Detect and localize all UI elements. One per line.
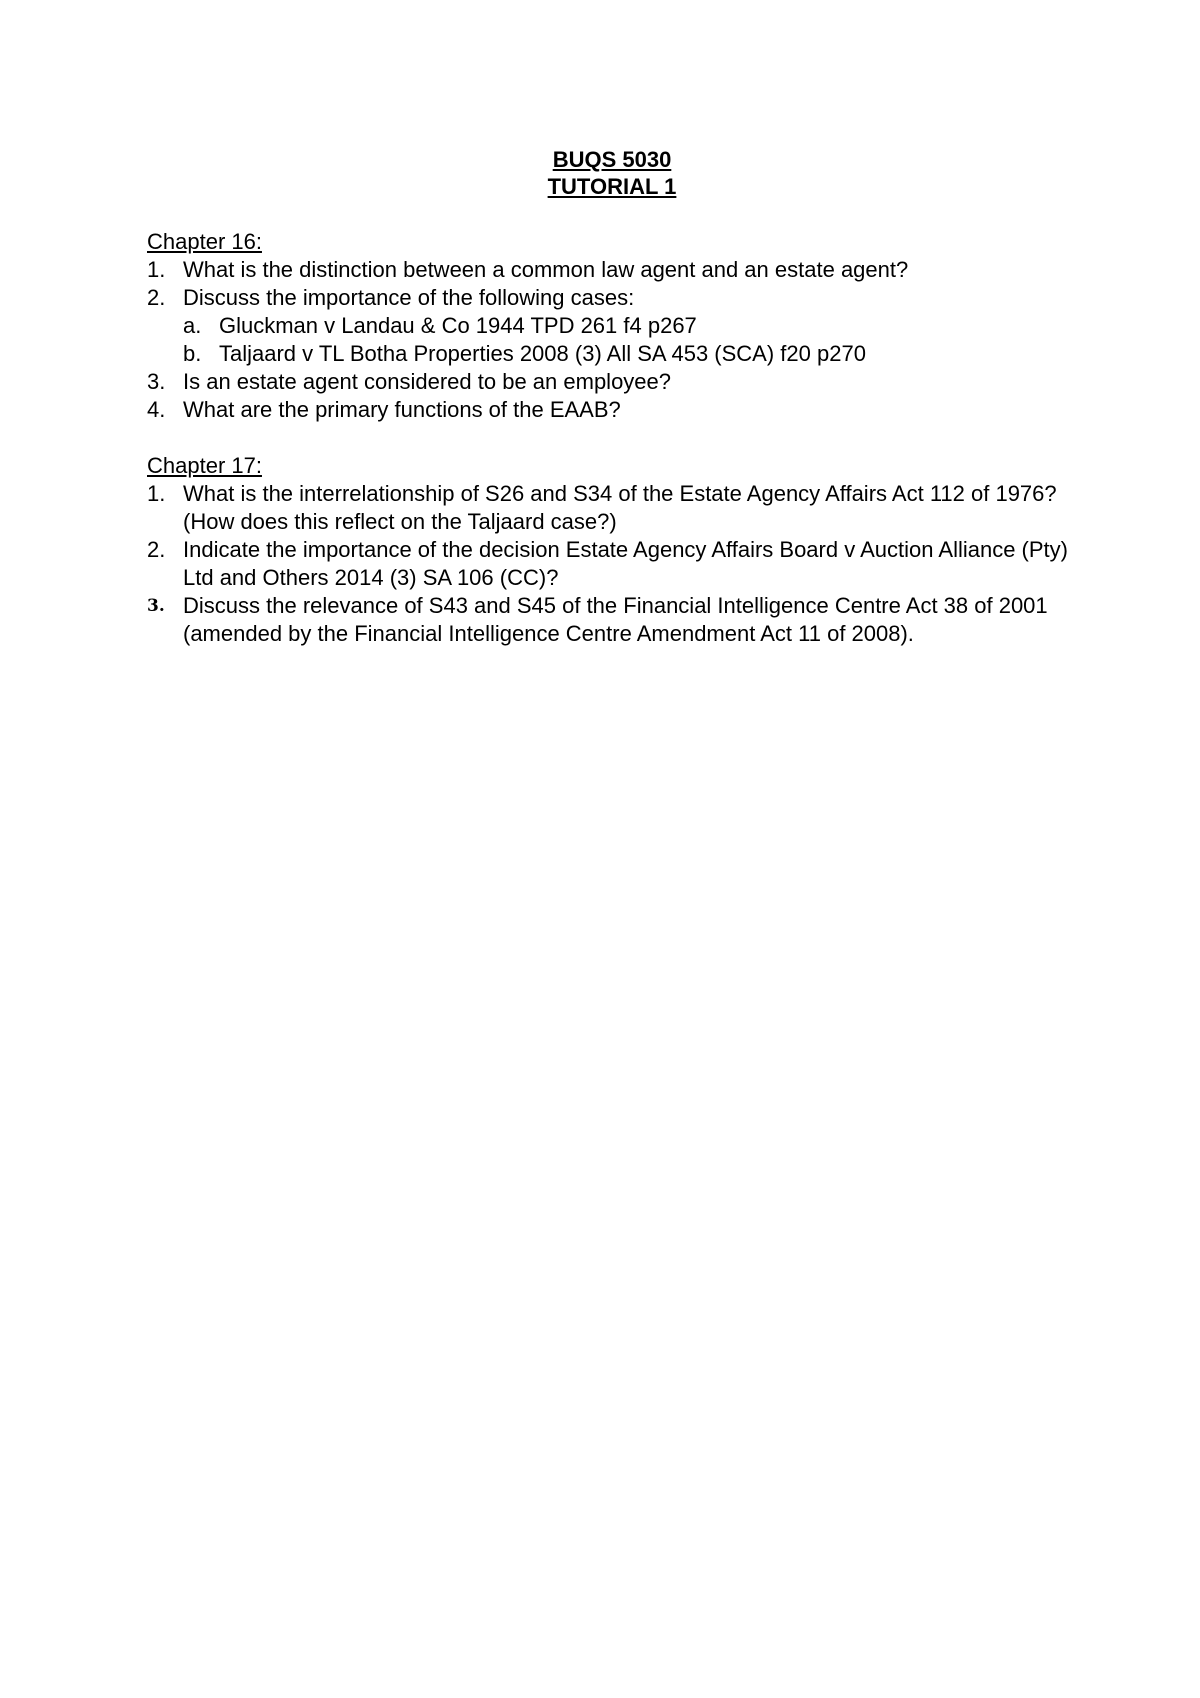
question-item	[147, 284, 1087, 368]
document-content	[147, 146, 1087, 648]
chapter-heading: Chapter 17:	[147, 453, 262, 478]
question-list	[147, 480, 1087, 648]
question-text: What is the interrelationship of S26 and S34 of the Estate Agency Affairs Act 112 of 1976? (How does this reflect on the Taljaard case?)	[183, 481, 1057, 534]
course-code: BUQS 5030	[552, 147, 672, 172]
case-text: Taljaard v TL Botha Properties 2008 (3) All SA 453 (SCA) f20 p270	[219, 341, 866, 366]
question-item	[147, 256, 1087, 284]
chapter-16-section	[147, 228, 1087, 424]
chapter-heading: Chapter 16:	[147, 229, 262, 254]
case-item	[183, 340, 1087, 368]
question-number: 3.	[147, 596, 165, 616]
case-list	[183, 312, 1087, 368]
question-item	[147, 396, 1087, 424]
tutorial-title: TUTORIAL 1	[547, 174, 677, 199]
case-item	[183, 312, 1087, 340]
question-number: 1.	[147, 481, 166, 506]
case-letter: a.	[183, 313, 202, 338]
question-text: What are the primary functions of the EAAB?	[183, 397, 621, 422]
question-number: 1.	[147, 257, 166, 282]
chapter-17-section	[147, 452, 1087, 648]
question-number: 3.	[147, 369, 166, 394]
document-title	[137, 146, 1087, 200]
question-number: 4.	[147, 397, 166, 422]
question-text: What is the distinction between a common law agent and an estate agent?	[183, 257, 909, 282]
question-item	[147, 368, 1087, 396]
question-list	[147, 256, 1087, 424]
case-letter: b.	[183, 341, 202, 366]
question-text: Is an estate agent considered to be an employee?	[183, 369, 672, 394]
question-item	[147, 480, 1087, 536]
question-text: Discuss the importance of the following cases:	[183, 285, 635, 310]
question-text: Discuss the relevance of S43 and S45 of the Financial Intelligence Centre Act 38 of 2001 (amended by the Financial Intelligence Centre Amendment Act 11 of 2008).	[183, 593, 1048, 646]
question-number: 2.	[147, 285, 166, 310]
question-item	[147, 536, 1087, 592]
question-text: Indicate the importance of the decision Estate Agency Affairs Board v Auction Alliance (Pty) Ltd and Others 2014 (3) SA 106 (CC)?	[183, 537, 1068, 590]
question-number: 2.	[147, 537, 166, 562]
question-item	[147, 592, 1087, 648]
case-text: Gluckman v Landau & Co 1944 TPD 261 f4 p267	[219, 313, 697, 338]
